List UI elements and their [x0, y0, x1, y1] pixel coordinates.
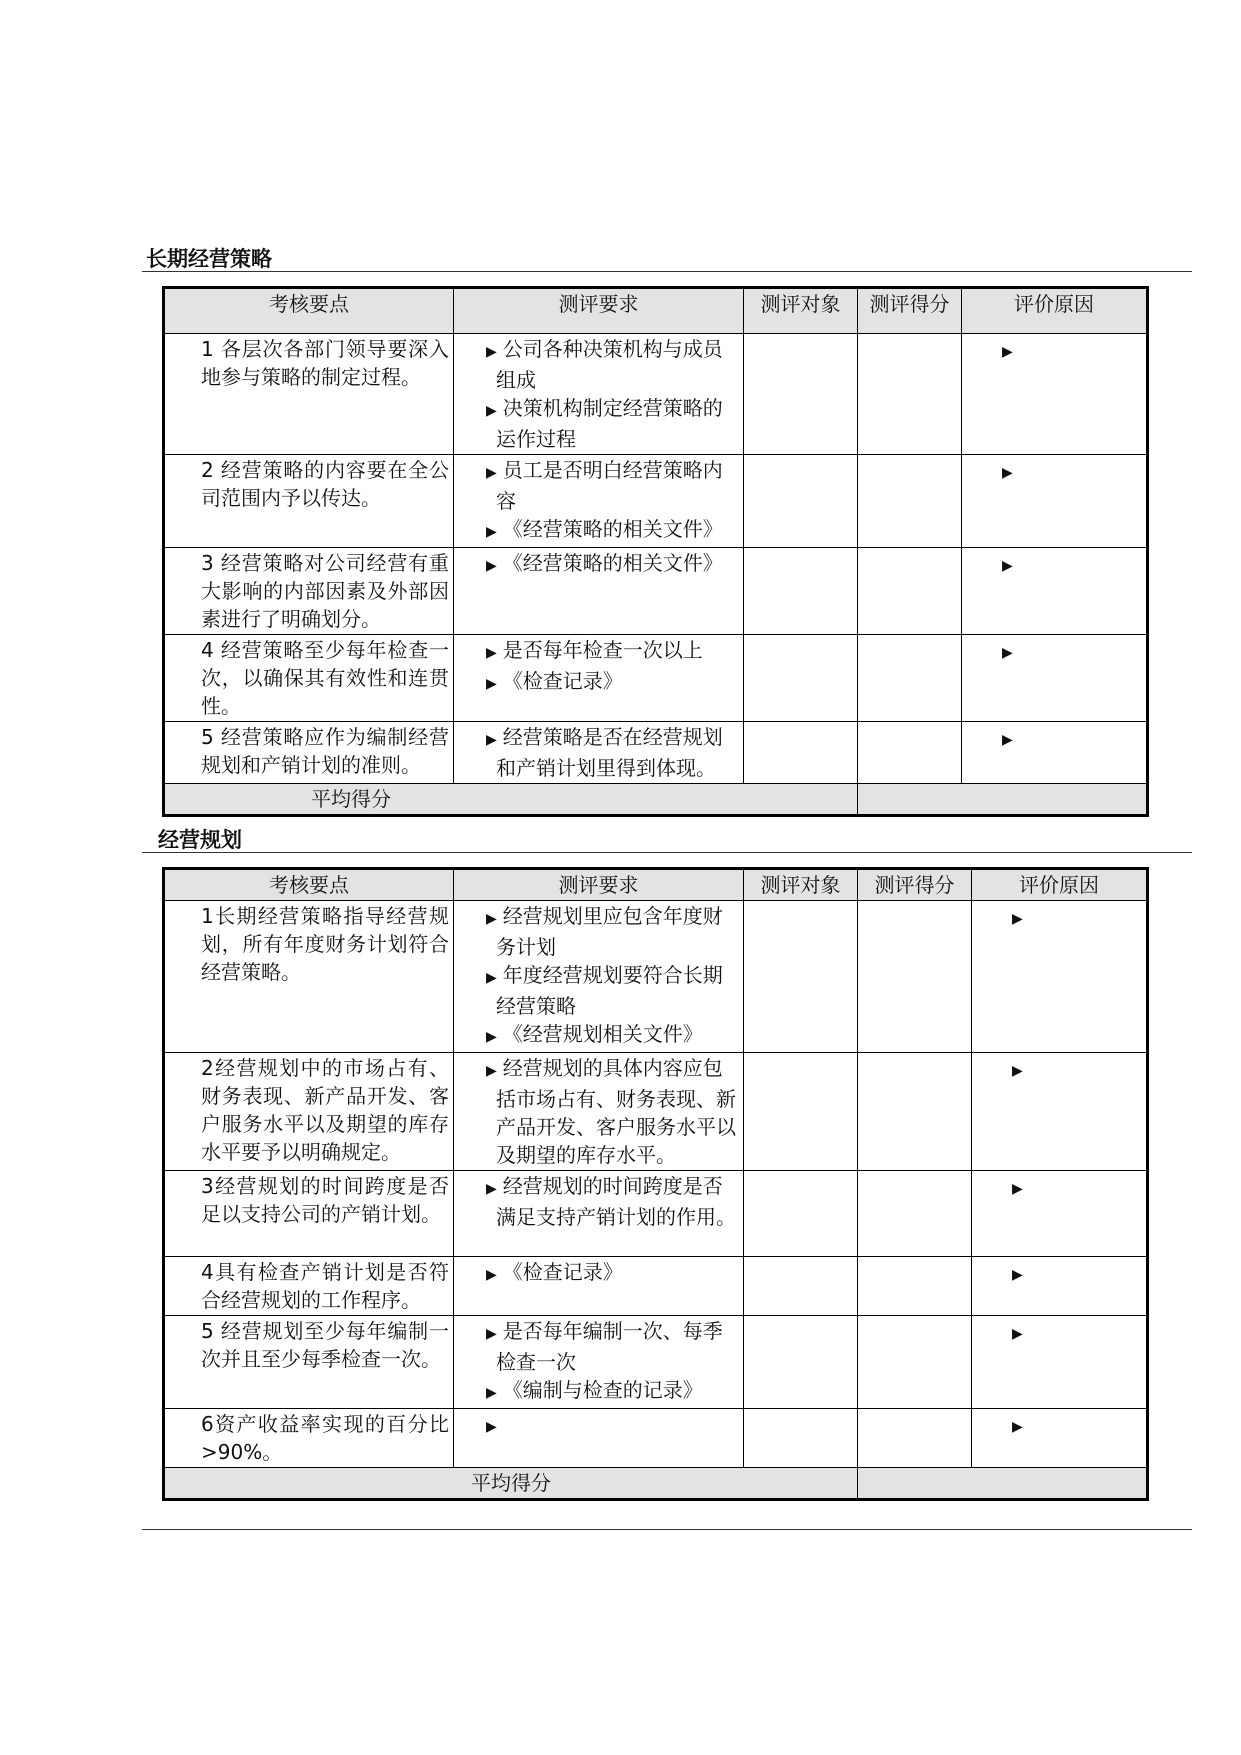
triangle-right-icon: ▶ — [486, 732, 497, 748]
score-cell — [858, 1409, 972, 1468]
requirement-item: ▶ 经营规划的具体内容应包括市场占有、财务表现、新产品开发、客户服务水平以及期望的库存水平。 — [486, 1056, 736, 1167]
average-score-label: 平均得分 — [164, 784, 858, 816]
assessment-requirements — [454, 548, 744, 635]
header-assessment-subject: 测评对象 — [744, 288, 858, 334]
section-title-long-term-strategy: 长期经营策略 — [146, 247, 272, 271]
reason-cell — [962, 334, 1148, 455]
triangle-right-icon: ▶ — [1012, 911, 1023, 927]
score-cell — [858, 1053, 972, 1171]
assessment-requirements — [454, 1409, 744, 1468]
triangle-right-icon: ▶ — [486, 558, 497, 574]
assessment-point: 1 各层次各部门领导要深入地参与策略的制定过程。 — [164, 334, 454, 455]
triangle-right-icon: ▶ — [486, 1419, 497, 1435]
header-assessment-score: 测评得分 — [858, 288, 962, 334]
assessment-point: 6资产收益率实现的百分比>90%。 — [164, 1409, 454, 1468]
reason-cell — [962, 455, 1148, 548]
subject-cell — [744, 1171, 858, 1257]
assessment-requirements — [454, 901, 744, 1053]
requirement-item: ▶ 是否每年编制一次、每季检查一次 — [486, 1319, 723, 1374]
assessment-requirements — [454, 722, 744, 784]
assessment-requirements — [454, 1171, 744, 1257]
header-assessment-point: 考核要点 — [164, 869, 454, 901]
requirement-item: ▶ 经营规划的时间跨度是否满足支持产销计划的作用。 — [486, 1174, 736, 1229]
section-title-business-planning: 经营规划 — [158, 828, 242, 852]
triangle-right-icon: ▶ — [486, 1267, 497, 1283]
requirement-item: ▶ 决策机构制定经营策略的运作过程 — [486, 396, 723, 451]
assessment-point: 5 经营策略应作为编制经营规划和产销计划的准则。 — [164, 722, 454, 784]
requirement-item: ▶ 年度经营规划要符合长期经营策略 — [486, 963, 723, 1018]
section-rule — [142, 852, 1192, 853]
requirement-item: ▶ 经营规划里应包含年度财务计划 — [486, 904, 723, 959]
triangle-right-icon: ▶ — [1002, 465, 1013, 481]
subject-cell — [744, 1316, 858, 1409]
score-cell — [858, 548, 962, 635]
assessment-point: 4具有检查产销计划是否符合经营规划的工作程序。 — [164, 1257, 454, 1316]
score-cell — [858, 334, 962, 455]
header-assessment-requirement: 测评要求 — [454, 869, 744, 901]
subject-cell — [744, 635, 858, 722]
requirement-item: ▶ 是否每年检查一次以上 — [496, 636, 739, 667]
header-assessment-subject: 测评对象 — [744, 869, 858, 901]
header-evaluation-reason: 评价原因 — [962, 288, 1148, 334]
triangle-right-icon: ▶ — [1002, 558, 1013, 574]
assessment-point: 4 经营策略至少每年检查一次，以确保其有效性和连贯性。 — [164, 635, 454, 722]
triangle-right-icon: ▶ — [486, 524, 497, 540]
section-rule — [142, 271, 1192, 272]
subject-cell — [744, 455, 858, 548]
table-row — [164, 722, 1148, 784]
assessment-point: 3经营规划的时间跨度是否足以支持公司的产销计划。 — [164, 1171, 454, 1257]
reason-cell — [962, 635, 1148, 722]
assessment-point: 3 经营策略对公司经营有重大影响的内部因素及外部因素进行了明确划分。 — [164, 548, 454, 635]
reason-cell — [972, 1053, 1148, 1171]
score-cell — [858, 722, 962, 784]
table-row — [164, 901, 1148, 1053]
table-row — [164, 455, 1148, 548]
triangle-right-icon: ▶ — [486, 403, 497, 419]
assessment-requirements — [454, 455, 744, 548]
score-cell — [858, 1316, 972, 1409]
triangle-right-icon: ▶ — [1002, 732, 1013, 748]
reason-cell — [972, 901, 1148, 1053]
assessment-point: 2经营规划中的市场占有、财务表现、新产品开发、客户服务水平以及期望的库存水平要予以明确规定。 — [164, 1053, 454, 1171]
requirement-item: ▶ 《检查记录》 — [496, 1258, 739, 1289]
requirement-item: ▶ 《经营规划相关文件》 — [496, 1020, 739, 1051]
assessment-requirements — [454, 1316, 744, 1409]
triangle-right-icon: ▶ — [1012, 1181, 1023, 1197]
triangle-right-icon: ▶ — [1002, 344, 1013, 360]
table-row — [164, 1316, 1148, 1409]
requirement-item: ▶ 员工是否明白经营策略内容 — [486, 458, 723, 513]
table-row — [164, 1171, 1148, 1257]
requirement-item: ▶ 《经营策略的相关文件》 — [496, 549, 739, 580]
reason-cell — [962, 722, 1148, 784]
table-row — [164, 334, 1148, 455]
triangle-right-icon: ▶ — [486, 1181, 497, 1197]
triangle-right-icon: ▶ — [486, 911, 497, 927]
triangle-right-icon: ▶ — [486, 1326, 497, 1342]
triangle-right-icon: ▶ — [1012, 1063, 1023, 1079]
requirement-item: ▶ 《编制与检查的记录》 — [496, 1376, 739, 1407]
average-score-row — [164, 784, 1148, 816]
triangle-right-icon: ▶ — [486, 676, 497, 692]
triangle-right-icon: ▶ — [1012, 1326, 1023, 1342]
subject-cell — [744, 722, 858, 784]
requirement-item — [486, 1410, 739, 1441]
requirement-item: ▶ 经营策略是否在经营规划和产销计划里得到体现。 — [486, 725, 723, 780]
triangle-right-icon: ▶ — [486, 645, 497, 661]
requirement-item: ▶ 公司各种决策机构与成员组成 — [486, 337, 723, 392]
score-cell — [858, 1257, 972, 1316]
score-cell — [858, 455, 962, 548]
average-score-row — [164, 1468, 1148, 1500]
footer-rule — [142, 1529, 1192, 1530]
score-cell — [858, 1171, 972, 1257]
subject-cell — [744, 901, 858, 1053]
assessment-requirements — [454, 334, 744, 455]
table-row — [164, 1053, 1148, 1171]
subject-cell — [744, 334, 858, 455]
header-assessment-requirement: 测评要求 — [454, 288, 744, 334]
subject-cell — [744, 548, 858, 635]
header-evaluation-reason: 评价原因 — [972, 869, 1148, 901]
score-cell — [858, 901, 972, 1053]
average-score-value — [858, 784, 1148, 816]
header-assessment-score: 测评得分 — [858, 869, 972, 901]
triangle-right-icon: ▶ — [486, 970, 497, 986]
table-row — [164, 635, 1148, 722]
triangle-right-icon: ▶ — [486, 465, 497, 481]
subject-cell — [744, 1053, 858, 1171]
assessment-point: 2 经营策略的内容要在全公司范围内予以传达。 — [164, 455, 454, 548]
header-assessment-point: 考核要点 — [164, 288, 454, 334]
score-cell — [858, 635, 962, 722]
assessment-requirements — [454, 1053, 744, 1171]
subject-cell — [744, 1409, 858, 1468]
assessment-requirements — [454, 635, 744, 722]
assessment-point: 1长期经营策略指导经营规划，所有年度财务计划符合经营策略。 — [164, 901, 454, 1053]
triangle-right-icon: ▶ — [486, 1029, 497, 1045]
assessment-point: 5 经营规划至少每年编制一次并且至少每季检查一次。 — [164, 1316, 454, 1409]
reason-cell — [972, 1316, 1148, 1409]
reason-cell — [972, 1409, 1148, 1468]
average-score-label: 平均得分 — [164, 1468, 858, 1500]
business-planning-table — [162, 867, 1149, 1501]
requirement-item: ▶ 《检查记录》 — [496, 667, 739, 698]
requirement-item: ▶ 《经营策略的相关文件》 — [496, 515, 739, 546]
reason-cell — [972, 1171, 1148, 1257]
assessment-requirements — [454, 1257, 744, 1316]
table-row — [164, 548, 1148, 635]
long-term-strategy-table — [162, 286, 1149, 817]
triangle-right-icon: ▶ — [1012, 1419, 1023, 1435]
triangle-right-icon: ▶ — [1012, 1267, 1023, 1283]
triangle-right-icon: ▶ — [486, 1385, 497, 1401]
table-row — [164, 1257, 1148, 1316]
triangle-right-icon: ▶ — [486, 1063, 497, 1079]
reason-cell — [962, 548, 1148, 635]
table-row — [164, 1409, 1148, 1468]
triangle-right-icon: ▶ — [1002, 645, 1013, 661]
subject-cell — [744, 1257, 858, 1316]
reason-cell — [972, 1257, 1148, 1316]
triangle-right-icon: ▶ — [486, 344, 497, 360]
average-score-value — [858, 1468, 1148, 1500]
